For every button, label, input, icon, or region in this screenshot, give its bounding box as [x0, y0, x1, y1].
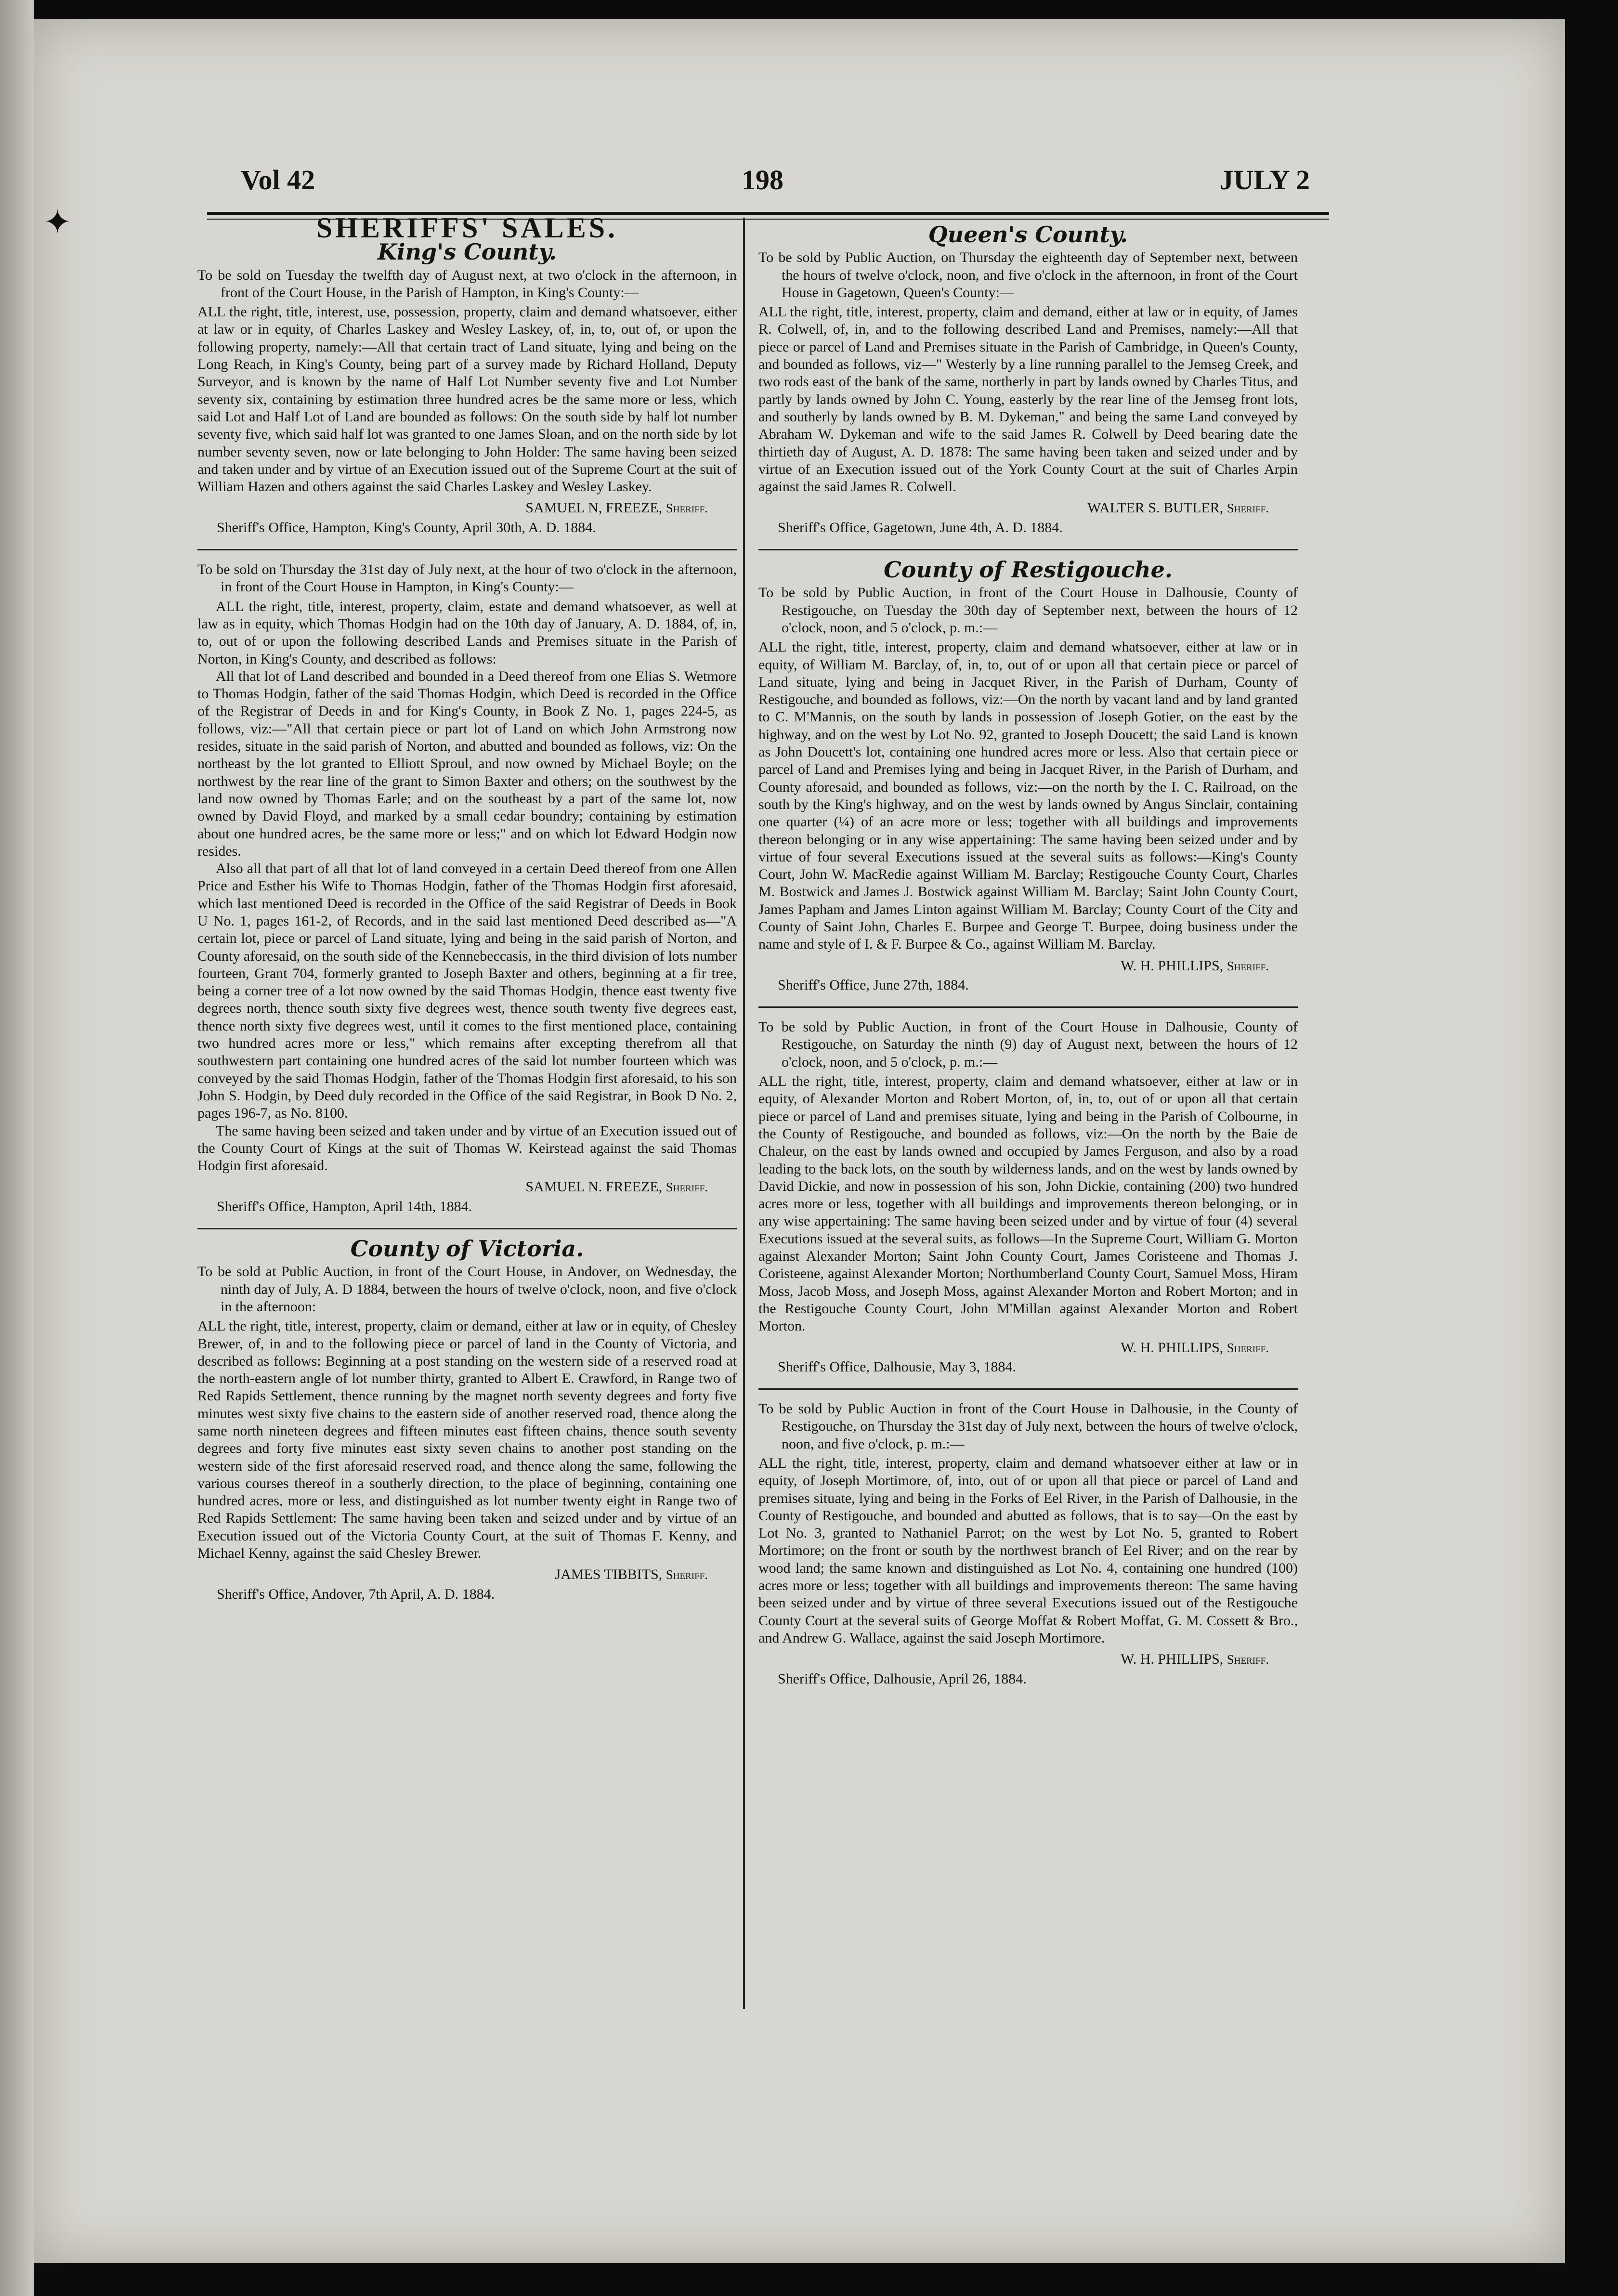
notice-intro: To be sold at Public Auction, in front of the Court House, in Andover, on Wednesday, the ninth day of July, A. D 1884, between the hours of twelve o'clock, noon, and five o'clock in the afternoon: — [197, 1264, 737, 1315]
notice-intro: To be sold by Public Auction, in front of the Court House in Dalhousie, County of Restigouche, on Saturday the ninth (9) day of August next, between the hours of 12 o'clock, noon, and 5 o'clock, p. m.:— — [758, 1019, 1298, 1070]
notice-body: ALL the right, title, interest, property, claim and demand, either at law or in equity, of James R. Colwell, of, in, and to the following described Land and Premises, namely:—All that piece or parcel of Land and Premises situate in the Parish of Cambridge, in Queen's County, and bounded as follows, viz—" Westerly by a line running parallel to the Jemseg Creek, and two rods east of the bank of the same, northerly in part by lands owned by Charles Titus, and partly by lands owned by John C. Young, easterly by the rear line of the Jemseg front lots, and southerly by lands owned by B. M. Dykeman," and being the same Land conveyed by Abraham W. Dykeman and wife to the said James R. Colwell by Deed bearing date the thirtieth day of August, A. D. 1878: The same having been taken and seized under and by virtue of an Execution issued out of the York County Court at the suit of Charles Arpin against the said James R. Colwell. — [758, 304, 1298, 495]
notice-paragraph: ALL the right, title, interest, property, claim, estate and demand whatsoever, as well at law as in equity, which Thomas Hodgin had on the 10th day of January, A. D. 1884, of, in, to, out of or upon the following described Lands and Premises situate in the Parish of Norton, in King's County, and described as follows: — [197, 598, 737, 667]
sheriff-signature: W. H. PHILLIPS, Sheriff. — [1121, 1339, 1269, 1356]
notice-body: ALL the right, title, interest, property, claim and demand whatsoever, either at law or in equity, of William M. Barclay, of, in, to, out of or upon all that certain piece or parcel of Land situate, lying and being in Jacquet River, in the Parish of Durham, County of Restigouche, and bounded as follows, viz:—On the north by vacant land and by land granted to C. M'Mannis, on the south by lands in possession of Joseph Gotier, on the east by the highway, and on the west by Lot No. 92, granted to Joseph Doucett; the said Land is known as John Doucett's lot, containing one hundred acres more or less. Also that certain piece or parcel of Land and Premises lying and being in Jacquet River, in the Parish of Durham, and County aforesaid, and bounded as follows, viz:—on the north by the I. C. Railroad, on the south by the King's highway, and on the west by lands owned by Angus Sinclair, containing one quarter (¼) of an acre more or less; together with all buildings and improvements thereon belonging or in any wise appertaining: The same having been seized under and by virtue of four several Executions issued at the several suits as follows:—King's County Court, John W. MacRedie against William M. Barclay; Restigouche County Court, Charles M. Bostwick and James J. Bostwick against William M. Barclay; Saint John County Court, James Papham and James Linton against William M. Barclay; County Court of the City and County of Saint John, Charles E. Burpee and George T. Burpee, doing business under the name and style of I. & F. Burpee & Co., against William M. Barclay. — [758, 639, 1298, 952]
volume-number: Vol 42 — [241, 164, 315, 196]
notice-paragraph: The same having been seized and taken under and by virtue of an Execution issued out of the County Court of Kings at the suit of Thomas W. Keirstead against the said Thomas Hodgin first aforesaid. — [197, 1122, 737, 1174]
sheriff-office-line: Sheriff's Office, Gagetown, June 4th, A. D. 1884. — [778, 519, 1063, 535]
notice-paragraph: Also all that part of all that lot of land conveyed in a certain Deed thereof from one Allen Price and Esther his Wife to Thomas Hodgin, father of the Thomas Hodgin first aforesaid, which last mentioned Deed is recorded in the Office of the said Registrar of Deeds in Book U No. 1, pages 161-2, of Records, and in the said last mentioned Deed described as—"A certain lot, piece or parcel of Land situate, lying and being in the said parish of Norton, and County aforesaid, on the south side of the Kennebeccasis, in the third division of lots number fourteen, Grant 704, formerly granted to Joseph Baxter and others, beginning at a fir tree, being a corner tree of a lot now owned by the said Thomas Hodgin, thence east twenty five degrees north, thence south sixty five degrees west, thence south twenty five degrees east, thence north sixty five degrees west, until it comes to the first mentioned place, containing two hundred acres more or less," which remains after excepting therefrom all that southwestern part containing one hundred acres of the said lot number fourteen which was conveyed by the said Thomas Hodgin, father of the Thomas Hodgin first aforesaid, to his son John S. Hodgin, by Deed duly recorded in the Office of the said Registrar, in Book D No. 2, pages 196-7, as No. 8100. — [197, 861, 737, 1122]
sheriff-signature: JAMES TIBBITS, Sheriff. — [555, 1566, 708, 1583]
page-number: 198 — [742, 164, 783, 196]
county-heading-queens: Queen's County. — [928, 222, 1128, 248]
notice-body: ALL the right, title, interest, property, claim and demand whatsoever either at law or in equity, of Joseph Mortimore, of, into, out of or upon all that piece or parcel of Land and premises situate, lying and being in the Forks of Eel River, in the Parish of Dalhousie, in the County of Restigouche, and bounded and abutted as follows, that is to say—On the east by Lot No. 3, granted to Nathaniel Parrot; on the west by Lot No. 5, granted to Robert Mortimore; on the front or south by the northwest branch of Eel River; and on the rear by wood land; the same known and distinguished as Lot No. 4, containing one hundred (100) acres more or less; together with all buildings and improvements thereon: The same having been seized under and by virtue of three several Executions issued out of the Restigouche County Court at the several suits of George Moffat & Robert Moffat, G. M. Cossett & Bro., and Andrew G. Wallace, against the said Joseph Mortimore. — [758, 1455, 1298, 1646]
sheriff-office-line: Sheriff's Office, Andover, 7th April, A. D. 1884. — [217, 1586, 495, 1602]
notice-intro: To be sold by Public Auction in front of the Court House in Dalhousie, in the County of Restigouche, on Thursday the 31st day of July next, between the hours of twelve o'clock, noon, and five o'clock, p. m.:— — [758, 1401, 1298, 1452]
notice-body: ALL the right, title, interest, property, claim or demand, either at law or in equity, of Chesley Brewer, of, in and to the following piece or parcel of land in the County of Victoria, and described as follows: Beginning at a post standing on the western side of a reserved road at the north-eastern angle of lot number thirty, granted to Albert E. Crawford, in Range two of Red Rapids Settlement, thence running by the magnet north seventy degrees and forty five minutes west sixty five chains to the eastern side of another reserved road, thence along the same north nineteen degrees and fifteen minutes east fifteen chains, thence south seventy degrees and forty five minutes east sixty seven chains to another post standing on the western side of the first aforesaid reserved road, and thence along the same, following the various courses thereof in a southerly direction, to the place of beginning, containing one hundred acres, more or less, and distinguished as lot number twenty eight in Range two of Red Rapids Settlement: The same having been taken and seized under and by virtue of an Execution issued out of the Victoria County Court, at the suit of Thomas F. Kenny, and Michael Kenny, against the said Chesley Brewer. — [197, 1318, 737, 1562]
county-heading-kings: King's County. — [378, 239, 557, 265]
sheriff-signature: SAMUEL N, FREEZE, Sheriff. — [525, 500, 708, 516]
notice-intro: To be sold by Public Auction, on Thursday the eighteenth day of September next, between the hours of twelve o'clock, noon, and five o'clock in the afternoon, in front of the Court House in Gagetown, Queen's County:— — [758, 249, 1298, 300]
sheriff-signature: SAMUEL N. FREEZE, Sheriff. — [525, 1179, 708, 1195]
notice-separator — [197, 1228, 737, 1229]
notice-body: ALL the right, title, interest, property, claim and demand whatsoever, either at law or in equity, of Alexander Morton and Robert Morton, of, in, to, out of or upon all that certain piece or parcel of Land and premises situate, lying and being in the Parish of Colbourne, in the County of Restigouche, and bounded as follows, viz:—On the north by the Baie de Chaleur, on the east by lands owned and occupied by James Ferguson, and also by a road leading to the back lots, on the south by wilderness lands, and on the west by lands owned by David Dickie, and now in possession of his son, John Dickie, containing (200) two hundred acres more or less, together with all buildings and improvements thereon belonging, or in any wise appertaining: The same having been seized under and by virtue of four (4) several Executions issued at the several suits, as follows—In the Supreme Court, William G. Morton against Alexander Morton; Saint John County Court, James Coristeene and Thomas J. Coristeene, against Alexander Morton; Northumberland County Court, Samuel Moss, Hiram Moss, Jacob Moss, and Joseph Moss, against Alexander Morton and Robert Morton; and in the Restigouche County Court, John M'Millan against Alexander Morton and Robert Morton. — [758, 1073, 1298, 1334]
column-divider — [743, 218, 745, 2009]
notice-separator — [758, 1006, 1298, 1008]
notice-intro: To be sold on Thursday the 31st day of July next, at the hour of two o'clock in the afternoon, in front of the Court House in Hampton, in King's County:— — [197, 561, 737, 595]
sheriff-office-line: Sheriff's Office, Hampton, April 14th, 1884. — [217, 1198, 472, 1214]
right-column — [758, 219, 1298, 1688]
left-column — [197, 212, 737, 1603]
notice-body: ALL the right, title, interest, use, possession, property, claim and demand whatsoever, either at law or in equity, of Charles Laskey and Wesley Laskey, of, in, to, out of, or upon the following property, namely:—All that certain tract of Land situate, lying and being on the Long Reach, in King's County, being part of a survey made by Richard Holland, Deputy Surveyor, and is known by the name of Half Lot Number seventy five and Lot Number seventy six, containing by estimation three hundred acres be the same more or less, which said Lot and Half Lot of Land are bounded as follows: On the south side by half lot number seventy five, which said half lot was granted to one James Sloan, and on the north side by lot number seventy seven, now or late belonging to John Holder: The same having been seized and taken under and by virtue of an Execution issued out of the Supreme Court at the suit of William Hazen and others against the said Charles Laskey and Wesley Laskey. — [197, 304, 737, 495]
notice-separator — [758, 1388, 1298, 1390]
notice-separator — [758, 549, 1298, 550]
sheriff-signature: W. H. PHILLIPS, Sheriff. — [1121, 957, 1269, 974]
notice-brewer — [197, 1263, 737, 1603]
county-heading-victoria: County of Victoria. — [350, 1236, 584, 1262]
sheriff-office-line: Sheriff's Office, Dalhousie, April 26, 1884. — [778, 1670, 1027, 1687]
notice-separator — [197, 549, 737, 550]
masthead — [193, 159, 1329, 197]
sheriff-office-line: Sheriff's Office, June 27th, 1884. — [778, 977, 969, 993]
county-heading-restigouche: County of Restigouche. — [884, 557, 1173, 583]
page-spine-shadow — [0, 0, 34, 2296]
binding-mark-icon: ✦ — [43, 204, 72, 241]
notice-barclay — [758, 584, 1298, 994]
notice-laskey — [197, 267, 737, 536]
sheriff-office-line: Sheriff's Office, Hampton, King's County, April 30th, A. D. 1884. — [217, 519, 596, 535]
notice-morton — [758, 1018, 1298, 1376]
sheriff-signature: W. H. PHILLIPS, Sheriff. — [1121, 1651, 1269, 1668]
notice-colwell — [758, 249, 1298, 536]
notice-paragraph: All that lot of Land described and bounded in a Deed thereof from one Elias S. Wetmore to Thomas Hodgin, father of the said Thomas Hodgin, which Deed is recorded in the Office of the Registrar of Deeds in and for King's County, in Book Z No. 1, pages 224-5, as follows, viz:—"All that certain piece or part lot of Land on which John Armstrong now resides, situate in the said parish of Norton, and abutted and bounded as follows, viz: On the northeast by the lot granted to Elliott Sproul, and now owned by Michael Boyle; on the northwest by the rear line of the grant to Simon Baxter and others; on the southwest by the land now owned by Thomas Earle; and on the southeast by a part of the same lot, now owned by David Floyd, and marked by a small cedar boundry; containing by estimation about one hundred acres, be the same more or less;" and on which lot Edward Hodgin now resides. — [197, 668, 737, 859]
issue-date: JULY 2 — [1219, 164, 1310, 196]
section-heading: SHERIFFS' SALES. — [316, 212, 618, 244]
notice-hodgin — [197, 561, 737, 1215]
notice-intro: To be sold by Public Auction, in front of the Court House in Dalhousie, County of Restigouche, on Tuesday the 30th day of September next, between the hours of 12 o'clock, noon, and 5 o'clock, p. m.:— — [758, 585, 1298, 636]
sheriff-signature: WALTER S. BUTLER, Sheriff. — [1087, 500, 1269, 516]
sheriff-office-line: Sheriff's Office, Dalhousie, May 3, 1884. — [778, 1358, 1017, 1375]
notice-mortimore — [758, 1400, 1298, 1688]
notice-intro: To be sold on Tuesday the twelfth day of August next, at two o'clock in the afternoon, in front of the Court House, in the Parish of Hampton, in King's County:— — [197, 267, 737, 300]
